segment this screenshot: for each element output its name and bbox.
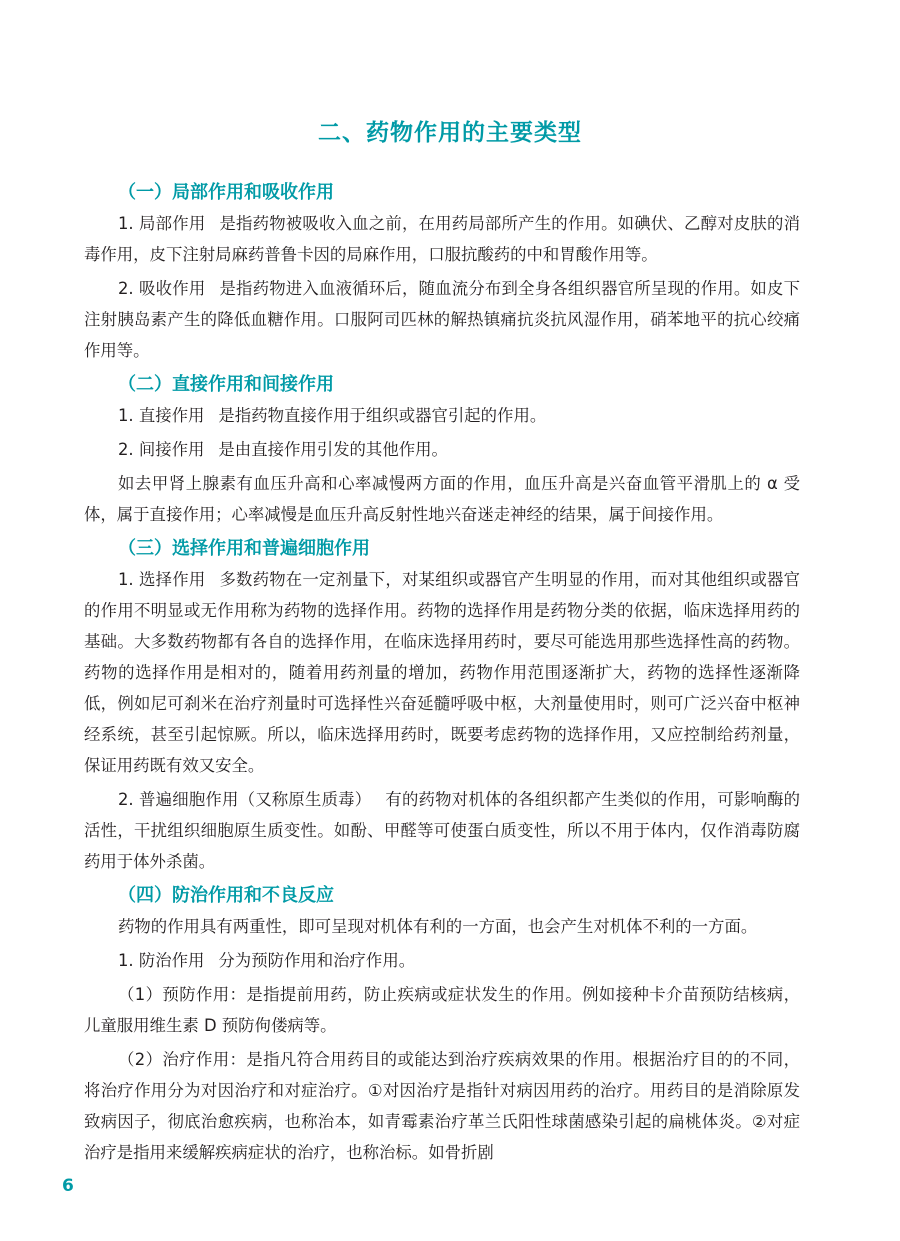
paragraph-text: （2）治疗作用：是指凡符合用药目的或能达到治疗疾病效果的作用。根据治疗目的的不同，将治疗作用分为对因治疗和对症治疗。①对因治疗是指针对病因用药的治疗。用药目的是消除原发致病因子，彻底治愈疾病，也称治本，如青霉素治疗革兰氏阳性球菌感染引起的扁桃体炎。②对症治疗是指用来缓解疾病症状的治疗，也称治标。如骨折剧 [84,1050,800,1162]
page-number: 6 [62,1176,74,1196]
paragraph-label: 2. 间接作用 [118,440,205,459]
paragraph [84,1044,800,1168]
paragraph-text: 是由直接作用引发的其他作用。 [218,440,448,459]
paragraph-label: 2. 吸收作用 [118,279,206,298]
paragraph-label: 1. 局部作用 [118,214,206,233]
paragraph [84,273,800,366]
paragraph-text: 如去甲肾上腺素有血压升高和心率减慢两方面的作用，血压升高是兴奋血管平滑肌上的 α 受体，属于直接作用；心率减慢是血压升高反射性地兴奋迷走神经的结果，属于间接作用。 [84,474,800,524]
section-heading: （二）直接作用和间接作用 [118,374,334,395]
paragraph-text: 药物的作用具有两重性，即可呈现对机体有利的一方面，也会产生对机体不利的一方面。 [118,917,758,936]
page-title: 二、药物作用的主要类型 [318,120,582,146]
paragraph [84,784,800,877]
paragraph [84,911,800,942]
paragraph [84,945,800,976]
section-heading: （四）防治作用和不良反应 [118,885,334,906]
paragraph [84,564,800,781]
paragraph-text: （1）预防作用：是指提前用药，防止疾病或症状发生的作用。例如接种卡介苗预防结核病，儿童服用维生素 D 预防佝偻病等。 [84,985,800,1035]
paragraph [84,468,800,530]
paragraph [84,979,800,1041]
paragraph-text: 是指药物被吸收入血之前，在用药局部所产生的作用。如碘伏、乙醇对皮肤的消毒作用，皮下注射局麻药普鲁卡因的局麻作用，口服抗酸药的中和胃酸作用等。 [84,214,800,264]
paragraph-label: 1. 选择作用 [118,570,206,589]
paragraph [84,400,800,431]
paragraph-text: 多数药物在一定剂量下，对某组织或器官产生明显的作用，而对其他组织或器官的作用不明显或无作用称为药物的选择作用。药物的选择作用是药物分类的依据，临床选择用药的基础。大多数药物都有各自的选择作用，在临床选择用药时，要尽可能选用那些选择性高的药物。药物的选择作用是相对的，随着用药剂量的增加，药物作用范围逐渐扩大，药物的选择性逐渐降低，例如尼可刹米在治疗剂量时可选择性兴奋延髓呼吸中枢，大剂量使用时，则可广泛兴奋中枢神经系统，甚至引起惊厥。所以，临床选择用药时，既要考虑药物的选择作用，又应控制给药剂量，保证用药既有效又安全。 [84,570,800,775]
paragraph-text: 是指药物直接作用于组织或器官引起的作用。 [218,406,547,425]
paragraph-text: 是指药物进入血液循环后，随血流分布到全身各组织器官所呈现的作用。如皮下注射胰岛素产生的降低血糖作用。口服阿司匹林的解热镇痛抗炎抗风湿作用，硝苯地平的抗心绞痛作用等。 [84,279,800,360]
paragraph-label: 2. 普遍细胞作用（又称原生质毒） [118,790,372,809]
paragraph [84,434,800,465]
body-text [84,174,800,1171]
paragraph-text: 有的药物对机体的各组织都产生类似的作用，可影响酶的活性，干扰组织细胞原生质变性。如酚、甲醛等可使蛋白质变性，所以不用于体内，仅作消毒防腐药用于体外杀菌。 [84,790,800,871]
paragraph [84,208,800,270]
section-heading: （三）选择作用和普遍细胞作用 [118,538,370,559]
paragraph-label: 1. 防治作用 [118,951,205,970]
paragraph-text: 分为预防作用和治疗作用。 [218,951,416,970]
paragraph-label: 1. 直接作用 [118,406,205,425]
section-heading: （一）局部作用和吸收作用 [118,182,334,203]
